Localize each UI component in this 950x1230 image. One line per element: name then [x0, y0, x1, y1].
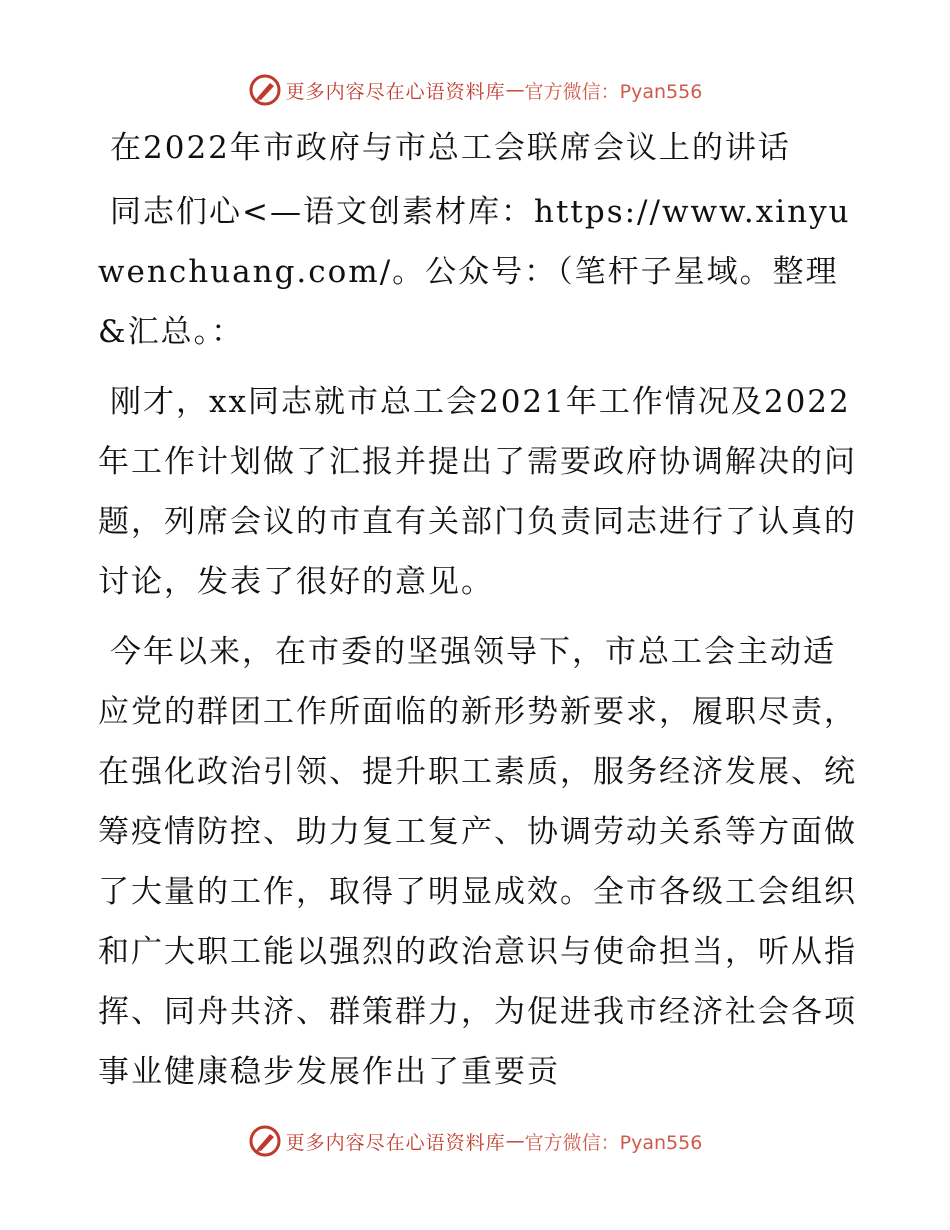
header-watermark: [0, 70, 950, 110]
watermark-dash: —: [505, 1130, 525, 1152]
watermark-wechat: 官方微信：Pyan556: [524, 1131, 703, 1154]
paragraph-report: 刚才，xx同志就市总工会2021年工作情况及2022年工作计划做了汇报并提出了需要政府协调解决的问题，列席会议的市直有关部门负责同志进行了认真的讨论，发表了很好的意见。: [98, 384, 857, 600]
paragraph-achievements: 今年以来，在市委的坚强领导下，市总工会主动适应党的群团工作所面临的新形势新要求，履职尽责，在强化政治引领、提升职工素质，服务经济发展、统筹疫情防控、助力复工复产、协调劳动关系等方面做了大量的工作，取得了明显成效。全市各级工会组织和广大职工能以强烈的政治意识与使命担当，听从指挥、同舟共济、群策群力，为促进我市经济社会各项事业健康稳步发展作出了重要贡: [98, 634, 857, 1090]
document-body: [98, 120, 858, 1112]
watermark-wechat: 官方微信：Pyan556: [524, 80, 703, 103]
document-title: 在2022年市政府与市总工会联席会议上的讲话: [110, 130, 791, 166]
paragraph-intro: 同志们心<—语文创素材库：https://www.xinyuwenchuang.com/。公众号：（笔杆子星域。整理&汇总。：: [98, 194, 851, 350]
pen-logo-icon: [248, 73, 282, 107]
footer-watermark: [0, 1121, 950, 1161]
watermark-text: 更多内容尽在心语资料库: [285, 1131, 506, 1154]
watermark-text: 更多内容尽在心语资料库: [285, 80, 506, 103]
pen-logo-icon: [248, 1124, 282, 1158]
watermark-dash: —: [505, 79, 525, 101]
